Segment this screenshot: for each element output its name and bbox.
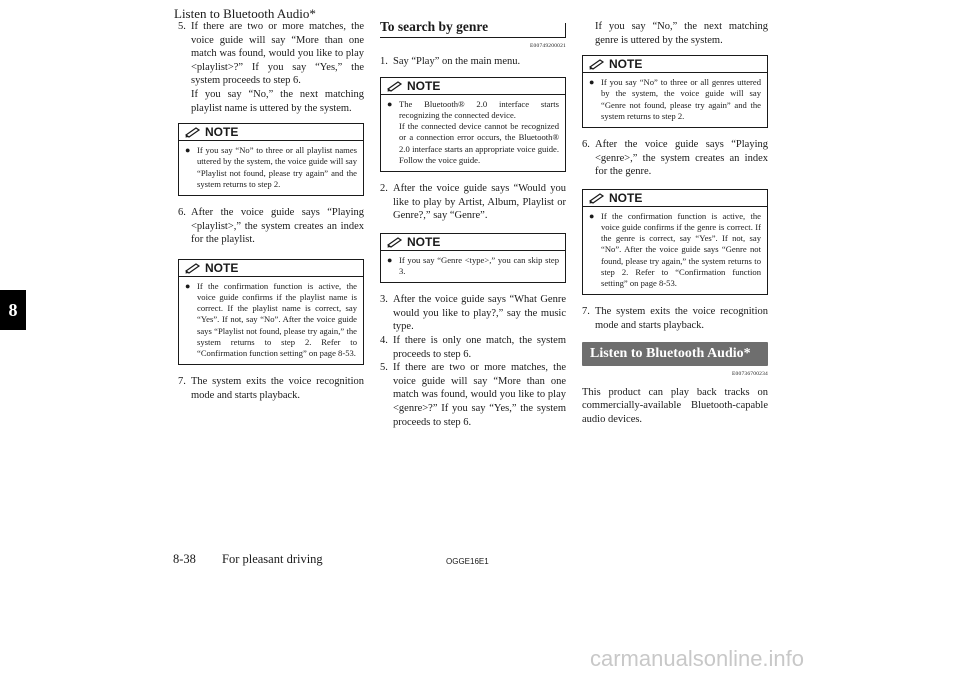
step-text: After the voice guide says “What Genre would you like to play?,” say the music type.	[393, 294, 566, 333]
watermark: carmanualsonline.info	[590, 646, 805, 671]
note-header	[583, 56, 767, 73]
step-1	[380, 55, 566, 69]
step-3	[380, 293, 566, 334]
note-bullet	[179, 141, 363, 190]
pencil-note-icon	[387, 236, 405, 248]
note-bullet	[583, 207, 767, 289]
bullet-icon: ●	[387, 254, 393, 265]
step-7	[178, 375, 364, 402]
step-text: After the voice guide says “Playing <playlist>,” the system creates an index for the playlist.	[191, 206, 364, 246]
step-4	[380, 334, 566, 361]
note-text: If you say “Genre <type>,” you can skip step 3.	[399, 254, 559, 276]
step-text: If there is only one match, the system proceeds to step 6.	[393, 334, 566, 360]
step-2	[380, 182, 566, 223]
step-text: If you say “No,” the next matching playlist name is uttered by the system.	[191, 88, 364, 114]
note-label: NOTE	[609, 57, 643, 72]
step-number: 7.	[582, 306, 590, 318]
note-header	[583, 190, 767, 207]
pencil-note-icon	[589, 192, 607, 204]
note-header	[179, 260, 363, 277]
note-text: If the confirmation function is active, the voice guide confirms if the playlist name is correct. If the playlist name is correct, say “Yes”. If not, say “No”. After the voice guide says “Playlist not found, please try again,” the system returns to step 2. Refer to “Confirmation function setting” on page 8-53.	[197, 280, 357, 358]
step-number: 7.	[178, 376, 186, 388]
section-code: E00736700234	[731, 370, 768, 377]
column-2	[380, 20, 566, 429]
pencil-note-icon	[387, 80, 405, 92]
step-text: After the voice guide says “Playing <genre>,” the system creates an index for the genre.	[595, 139, 768, 178]
note-box	[582, 189, 768, 295]
step-number: 6.	[582, 139, 590, 150]
note-text: The Bluetooth® 2.0 interface starts recognizing the connected device.	[399, 98, 559, 120]
note-label: NOTE	[407, 78, 441, 93]
pencil-note-icon	[185, 262, 203, 274]
step-text: If you say “No,” the next matching genre is uttered by the system.	[595, 21, 768, 46]
page-number: 8-38	[173, 552, 196, 566]
note-header	[179, 124, 363, 141]
step-5	[178, 20, 364, 88]
document-code: OGGE16E1	[446, 557, 489, 566]
note-header	[381, 78, 565, 95]
step-7	[582, 305, 768, 332]
note-bullet	[179, 277, 363, 359]
step-5-continued	[178, 88, 364, 115]
body-paragraph: This product can play back tracks on commercially-available Bluetooth-capable audio devices.	[582, 386, 768, 425]
note-bullet	[381, 95, 565, 166]
step-text: If there are two or more matches, the voice guide will say “More than one match was found, would you like to play <genre>?” If you say “Yes,” the system proceeds to step 6.	[393, 362, 566, 428]
step-number: 5.	[380, 362, 388, 374]
step-number: 3.	[380, 294, 388, 306]
step-number: 4.	[380, 334, 388, 346]
pencil-note-icon	[589, 58, 607, 70]
note-text: If you say “No” to three or all playlist names uttered by the system, the voice guide will say “Playlist not found, please try again” and the system returns to step 2.	[197, 145, 357, 189]
note-text: If the connected device cannot be recognized or a connection error occurs, the Bluetooth® 2.0 interface starts an appropriate voice guide. Follow the voice guide.	[399, 121, 559, 165]
note-label: NOTE	[205, 125, 239, 140]
bullet-icon: ●	[185, 280, 191, 291]
step-number: 5.	[178, 21, 186, 32]
column-3	[582, 20, 768, 426]
bullet-icon: ●	[185, 145, 191, 156]
chapter-tab: 8	[0, 290, 26, 330]
note-header	[381, 234, 565, 251]
bullet-icon: ●	[589, 77, 595, 88]
note-box	[380, 233, 566, 283]
column-1	[178, 20, 364, 402]
step-number: 2.	[380, 183, 388, 194]
step-text: The system exits the voice recognition mode and starts playback.	[595, 306, 768, 331]
step-text: If there are two or more matches, the voice guide will say “More than one match was found, would you like to play <playlist>?” If you say “Yes,” the system proceeds to step 6.	[191, 21, 364, 87]
step-number: 6.	[178, 206, 186, 218]
section-banner: Listen to Bluetooth Audio*	[582, 342, 768, 366]
step-text: After the voice guide says “Would you like to play by Artist, Album, Playlist or Genre?,” say “Genre”.	[393, 183, 566, 222]
step-5-continued	[582, 20, 768, 47]
step-6	[582, 138, 768, 179]
pencil-note-icon	[185, 126, 203, 138]
step-text: Say “Play” on the main menu.	[393, 56, 521, 68]
step-text: The system exits the voice recognition mode and starts playback.	[191, 376, 364, 401]
note-box	[380, 77, 566, 172]
bullet-icon: ●	[589, 210, 595, 221]
note-bullet	[381, 251, 565, 277]
note-text: If the confirmation function is active, the voice guide confirms if the genre is correct. If the genre is correct, say “Yes”. If not, say “No”. After the voice guide says “Genre not found, please try again,” the system returns to step 2. Refer to “Confirmation function setting” on page 8-53.	[601, 210, 761, 288]
note-label: NOTE	[609, 190, 643, 205]
chapter-name: For pleasant driving	[222, 552, 323, 566]
step-6	[178, 206, 364, 247]
note-text: If you say “No” to three or all genres uttered by the system, the voice guide will say “Genre not found, please try again” and the system returns to step 2.	[601, 77, 761, 121]
note-label: NOTE	[407, 234, 441, 249]
running-header: Listen to Bluetooth Audio*	[174, 6, 316, 21]
note-label: NOTE	[205, 260, 239, 275]
note-box	[178, 259, 364, 365]
step-5	[380, 361, 566, 429]
bullet-icon: ●	[387, 98, 393, 109]
section-code: E00749200021	[529, 42, 566, 49]
section-heading: To search by genre	[380, 20, 566, 38]
note-bullet	[583, 73, 767, 122]
note-box	[582, 55, 768, 128]
note-box	[178, 123, 364, 196]
step-number: 1.	[380, 56, 388, 68]
